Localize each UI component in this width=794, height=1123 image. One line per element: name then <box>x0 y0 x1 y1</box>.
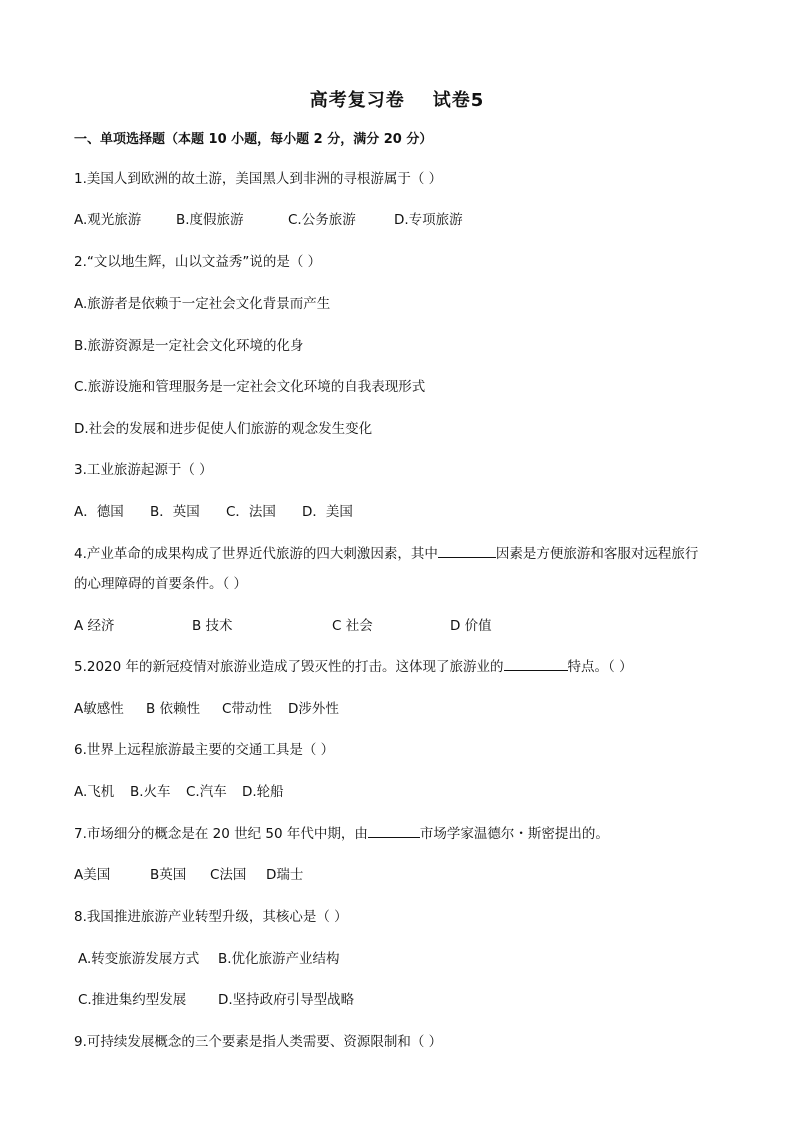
q7-option-d: D瑞士 <box>266 867 304 883</box>
q5-option-a: A敏感性 <box>74 701 124 717</box>
q7-stem-part-1: 7.市场细分的概念是在 20 世纪 50 年代中期，由 <box>74 826 368 842</box>
question-5-options <box>74 697 339 717</box>
q4-stem-part-2: 因素是方便旅游和客服对远程旅行 <box>495 546 699 562</box>
q4-option-c: C 社会 <box>332 618 373 634</box>
q8-option-a: A.转变旅游发展方式 <box>78 951 200 967</box>
question-2-stem: 2.“文以地生辉，山以文益秀”说的是（ ） <box>74 254 322 270</box>
q1-option-a: A.观光旅游 <box>74 212 142 228</box>
q5-option-b: B 依赖性 <box>146 701 201 717</box>
q2-option-c: C.旅游设施和管理服务是一定社会文化环境的自我表现形式 <box>74 379 426 395</box>
q5-option-c: C带动性 <box>222 701 272 717</box>
q7-answer-blank <box>368 825 420 838</box>
q8-option-c: C.推进集约型发展 <box>78 992 187 1008</box>
question-4-stem <box>74 542 698 562</box>
question-7-stem <box>74 822 609 842</box>
q8-option-b: B.优化旅游产业结构 <box>218 951 340 967</box>
question-1-stem: 1.美国人到欧洲的故土游，美国黑人到非洲的寻根游属于（ ） <box>74 171 443 187</box>
q7-option-c: C法国 <box>210 867 247 883</box>
question-8-stem: 8.我国推进旅游产业转型升级，其核心是（ ） <box>74 909 348 925</box>
q1-option-b: B.度假旅游 <box>176 212 244 228</box>
question-6-options <box>74 780 284 800</box>
section-heading: 一、单项选择题（本题 10 小题，每小题 2 分，满分 20 分） <box>74 132 433 147</box>
q4-stem-part-3: 的心理障碍的首要条件。（ ） <box>74 576 248 592</box>
question-9-stem: 9.可持续发展概念的三个要素是指人类需要、资源限制和（ ） <box>74 1034 443 1050</box>
q5-option-d: D涉外性 <box>288 701 339 717</box>
question-7-options <box>74 863 303 883</box>
question-1-options <box>74 208 463 228</box>
exam-title <box>0 86 794 112</box>
question-6-stem: 6.世界上远程旅游最主要的交通工具是（ ） <box>74 742 335 758</box>
q4-option-b: B 技术 <box>192 618 233 634</box>
exam-title-sub: 试卷5 <box>432 90 485 111</box>
exam-title-main: 高考复习卷 <box>309 90 405 111</box>
q4-answer-blank <box>438 545 496 558</box>
q3-option-d: D．美国 <box>302 504 353 520</box>
q7-option-a: A美国 <box>74 867 111 883</box>
q1-option-c: C.公务旅游 <box>288 212 356 228</box>
q4-stem-part-1: 4.产业革命的成果构成了世界近代旅游的四大刺激因素，其中 <box>74 546 438 562</box>
q8-option-d: D.坚持政府引导型战略 <box>218 992 355 1008</box>
question-3-options <box>74 500 353 520</box>
question-8-options-row-1 <box>78 947 340 967</box>
q4-option-d: D 价值 <box>450 618 492 634</box>
q3-option-b: B．英国 <box>150 504 200 520</box>
q3-option-c: C．法国 <box>226 504 276 520</box>
q6-option-c: C.汽车 <box>186 784 227 800</box>
q7-option-b: B英国 <box>150 867 187 883</box>
q2-option-b: B.旅游资源是一定社会文化环境的化身 <box>74 338 304 354</box>
question-4-options <box>74 614 492 634</box>
q2-option-d: D.社会的发展和进步促使人们旅游的观念发生变化 <box>74 421 373 437</box>
q6-option-d: D.轮船 <box>242 784 284 800</box>
q7-stem-part-2: 市场学家温德尔・斯密提出的。 <box>419 826 609 842</box>
q1-option-d: D.专项旅游 <box>394 212 463 228</box>
question-8-options-row-2 <box>78 988 354 1008</box>
q3-option-a: A．德国 <box>74 504 124 520</box>
q6-option-a: A.飞机 <box>74 784 115 800</box>
question-3-stem: 3.工业旅游起源于（ ） <box>74 462 213 478</box>
q2-option-a: A.旅游者是依赖于一定社会文化背景而产生 <box>74 296 331 312</box>
question-5-stem <box>74 655 633 675</box>
q5-answer-blank <box>504 658 568 671</box>
q5-stem-part-2: 特点。（ ） <box>567 659 633 675</box>
q5-stem-part-1: 5.2020 年的新冠疫情对旅游业造成了毁灭性的打击。这体现了旅游业的 <box>74 659 504 675</box>
q6-option-b: B.火车 <box>130 784 171 800</box>
q4-option-a: A 经济 <box>74 618 115 634</box>
